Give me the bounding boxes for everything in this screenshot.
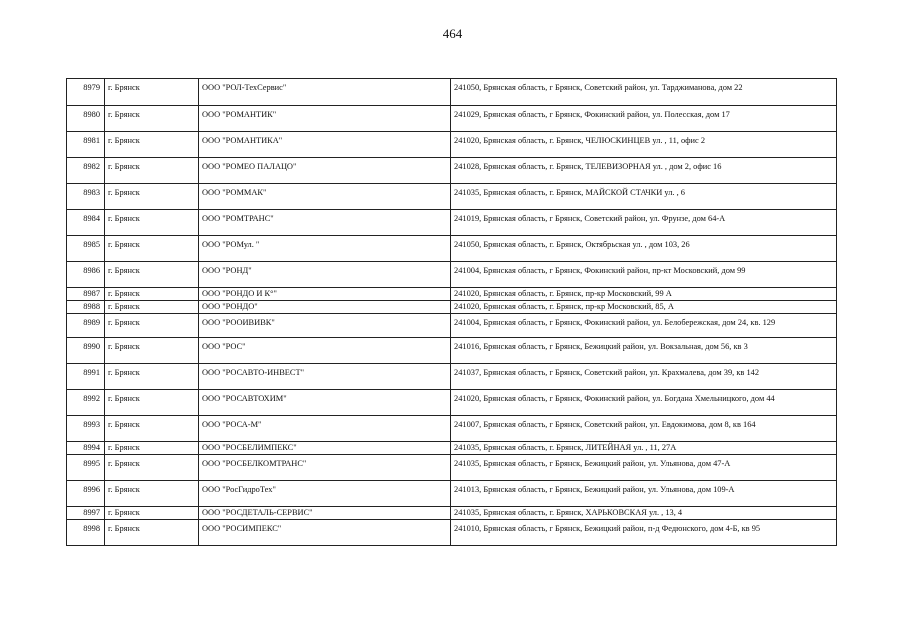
table-row (67, 210, 837, 236)
row-number: 8983 (67, 184, 105, 210)
row-number: 8988 (67, 301, 105, 314)
table-row (67, 364, 837, 390)
row-number: 8987 (67, 288, 105, 301)
table-row (67, 442, 837, 455)
row-number: 8982 (67, 158, 105, 184)
address-cell: 241029, Брянская область, г Брянск, Фокинский район, ул. Полесская, дом 17 (451, 106, 837, 132)
row-number: 8980 (67, 106, 105, 132)
address-cell: 241019, Брянская область, г Брянск, Советский район, ул. Фрунзе, дом 64-А (451, 210, 837, 236)
row-number: 8986 (67, 262, 105, 288)
table-row (67, 520, 837, 546)
organization-name: ООО "РОМАНТИК" (199, 106, 451, 132)
table-row (67, 288, 837, 301)
organization-name: ООО "РОМул. " (199, 236, 451, 262)
city-cell: г. Брянск (105, 507, 199, 520)
row-number: 8979 (67, 79, 105, 106)
city-cell: г. Брянск (105, 520, 199, 546)
table-row (67, 416, 837, 442)
city-cell: г. Брянск (105, 236, 199, 262)
table-row (67, 314, 837, 338)
table-row (67, 158, 837, 184)
table-row (67, 106, 837, 132)
address-cell: 241020, Брянская область, г. Брянск, ЧЕЛЮСКИНЦЕВ ул. , 11, офис 2 (451, 132, 837, 158)
address-cell: 241007, Брянская область, г Брянск, Советский район, ул. Евдокимова, дом 8, кв 164 (451, 416, 837, 442)
organization-name: ООО "РосГидроТех" (199, 481, 451, 507)
city-cell: г. Брянск (105, 184, 199, 210)
row-number: 8993 (67, 416, 105, 442)
organization-name: ООО "РОНДО" (199, 301, 451, 314)
organization-name: ООО "РООИВИВК" (199, 314, 451, 338)
row-number: 8989 (67, 314, 105, 338)
table-row (67, 507, 837, 520)
city-cell: г. Брянск (105, 210, 199, 236)
organization-name: ООО "РОС" (199, 338, 451, 364)
city-cell: г. Брянск (105, 481, 199, 507)
row-number: 8996 (67, 481, 105, 507)
row-number: 8997 (67, 507, 105, 520)
organization-name: ООО "РОЛ-ТехСервис" (199, 79, 451, 106)
address-cell: 241004, Брянская область, г Брянск, Фокинский район, пр-кт Московский, дом 99 (451, 262, 837, 288)
table-row (67, 301, 837, 314)
address-cell: 241020, Брянская область, г Брянск, Фокинский район, ул. Богдана Хмельницкого, дом 44 (451, 390, 837, 416)
page-number: 464 (442, 26, 463, 41)
address-cell: 241035, Брянская область, г Брянск, Бежицкий район, ул. Ульянова, дом 47-А (451, 455, 837, 481)
table-body (67, 79, 837, 546)
row-number: 8981 (67, 132, 105, 158)
table-row (67, 338, 837, 364)
organization-name: ООО "РОСБЕЛИМПЕКС" (199, 442, 451, 455)
address-cell: 241004, Брянская область, г Брянск, Фокинский район, ул. Белобережская, дом 24, кв. 129 (451, 314, 837, 338)
city-cell: г. Брянск (105, 262, 199, 288)
row-number: 8985 (67, 236, 105, 262)
organization-name: ООО "РОНДО И К°" (199, 288, 451, 301)
address-cell: 241028, Брянская область, г. Брянск, ТЕЛЕВИЗОРНАЯ ул. , дом 2, офис 16 (451, 158, 837, 184)
organization-name: ООО "РОМЕО ПАЛАЦО" (199, 158, 451, 184)
organization-name: ООО "РОМАНТИКА" (199, 132, 451, 158)
table-row (67, 390, 837, 416)
city-cell: г. Брянск (105, 158, 199, 184)
row-number: 8991 (67, 364, 105, 390)
address-cell: 241020, Брянская область, г. Брянск, пр-кр Московский, 85, А (451, 301, 837, 314)
row-number: 8984 (67, 210, 105, 236)
table-row (67, 132, 837, 158)
address-cell: 241037, Брянская область, г Брянск, Советский район, ул. Крахмалева, дом 39, кв 142 (451, 364, 837, 390)
organization-name: ООО "РОСБЕЛКОМТРАНС" (199, 455, 451, 481)
organization-name: ООО "РОММАК" (199, 184, 451, 210)
table-row (67, 262, 837, 288)
city-cell: г. Брянск (105, 288, 199, 301)
organization-name: ООО "РОСА-М" (199, 416, 451, 442)
organizations-table (66, 78, 837, 546)
address-cell: 241035, Брянская область, г. Брянск, ЛИТЕЙНАЯ ул. , 11, 27А (451, 442, 837, 455)
city-cell: г. Брянск (105, 442, 199, 455)
address-cell: 241050, Брянская область, г Брянск, Советский район, ул. Тарджимановa, дом 22 (451, 79, 837, 106)
city-cell: г. Брянск (105, 455, 199, 481)
table-row (67, 481, 837, 507)
organization-name: ООО "РОСАВТОХИМ" (199, 390, 451, 416)
table-row (67, 455, 837, 481)
city-cell: г. Брянск (105, 106, 199, 132)
city-cell: г. Брянск (105, 338, 199, 364)
address-cell: 241010, Брянская область, г Брянск, Бежицкий район, п-д Федюнского, дом 4-Б, кв 95 (451, 520, 837, 546)
row-number: 8994 (67, 442, 105, 455)
city-cell: г. Брянск (105, 364, 199, 390)
row-number: 8992 (67, 390, 105, 416)
city-cell: г. Брянск (105, 79, 199, 106)
organization-name: ООО "РОСИМПЕКС" (199, 520, 451, 546)
table-row (67, 79, 837, 106)
city-cell: г. Брянск (105, 301, 199, 314)
city-cell: г. Брянск (105, 416, 199, 442)
organization-name: ООО "РОМТРАНС" (199, 210, 451, 236)
row-number: 8995 (67, 455, 105, 481)
address-cell: 241016, Брянская область, г Брянск, Бежицкий район, ул. Вокзальная, дом 56, кв 3 (451, 338, 837, 364)
address-cell: 241020, Брянская область, г. Брянск, пр-кр Московский, 99 А (451, 288, 837, 301)
organization-name: ООО "РОСАВТО-ИНВЕСТ" (199, 364, 451, 390)
row-number: 8998 (67, 520, 105, 546)
table-row (67, 184, 837, 210)
city-cell: г. Брянск (105, 314, 199, 338)
address-cell: 241035, Брянская область, г. Брянск, ХАРЬКОВСКАЯ ул. , 13, 4 (451, 507, 837, 520)
address-cell: 241035, Брянская область, г. Брянск, МАЙСКОЙ СТАЧКИ ул. , 6 (451, 184, 837, 210)
city-cell: г. Брянск (105, 390, 199, 416)
city-cell: г. Брянск (105, 132, 199, 158)
table-row (67, 236, 837, 262)
organization-name: ООО "РОСДЕТАЛЬ-СЕРВИС" (199, 507, 451, 520)
address-cell: 241050, Брянская область, г. Брянск, Октябрьская ул. , дом 103, 26 (451, 236, 837, 262)
organization-name: ООО "РОНД" (199, 262, 451, 288)
address-cell: 241013, Брянская область, г Брянск, Бежицкий район, ул. Ульянова, дом 109-А (451, 481, 837, 507)
row-number: 8990 (67, 338, 105, 364)
